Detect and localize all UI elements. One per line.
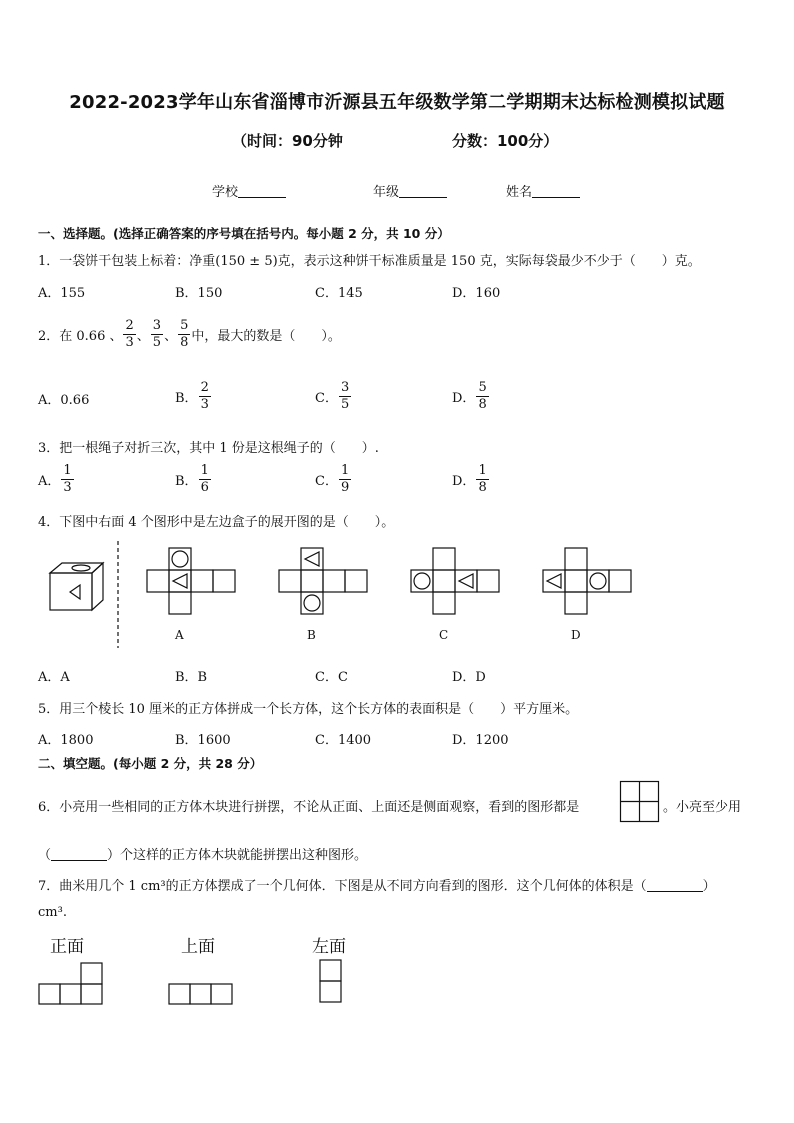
left-view-label: 左面 [312, 937, 346, 957]
q2-prefix: 2．在 0.66 、 [38, 329, 123, 344]
q2-option-a: A．0.66 [38, 393, 90, 408]
q3-option-d: D． $\frac{1}{8}$ [452, 463, 487, 495]
section1-heading: 一、选择题。(选择正确答案的序号填在括号内。每小题 2 分，共 10 分） [38, 226, 450, 241]
q2-option-c: C． $\frac{3}{5}$ [315, 380, 350, 412]
name-label: 姓名 [506, 185, 533, 200]
net-d-label: D [571, 628, 581, 642]
q3-option-c: C． $\frac{1}{9}$ [315, 463, 350, 495]
q6-line1-suffix: 。小亮至少用 [663, 800, 742, 815]
q2-fraction-3: $\frac{5}{8}$ [180, 318, 189, 350]
q6-line2: （ ）个这样的正方体木块就能拼摆出这种图形。 [38, 848, 368, 863]
q1-option-d: D．160 [452, 286, 501, 301]
q7-line2: cm³. [38, 905, 67, 920]
section2-heading: 二、填空题。(每小题 2 分，共 28 分） [38, 756, 263, 771]
q4-option-d: D．D [452, 670, 486, 685]
q1-text: 1．一袋饼干包装上标着：净重(150 ± 5)克，表示这种饼干标准质量是 150 克，实际每袋最少不少于（ ）克。 [38, 254, 701, 269]
q5-text: 5．用三个棱长 10 厘米的正方体拼成一个长方体，这个长方体的表面积是（ ）平方厘米。 [38, 702, 579, 717]
q3-text: 3．把一根绳子对折三次，其中 1 份是这根绳子的（ ）. [38, 441, 379, 456]
q2-sep-2: 、 [164, 329, 178, 344]
q7-line1: 7．曲米用几个 1 cm³的正方体摆成了一个几何体．下图是从不同方向看到的图形．这个几何体的体积是（ ） [38, 879, 716, 894]
q2-sep-1: 、 [136, 329, 150, 344]
q2-suffix: 中，最大的数是（ ）。 [191, 329, 341, 344]
q2-fraction-2: $\frac{3}{5}$ [152, 318, 162, 350]
grade-label: 年级 [373, 185, 400, 200]
front-view-label: 正面 [50, 937, 84, 957]
q5-option-d: D．1200 [452, 733, 509, 748]
q3-option-b: B． $\frac{1}{6}$ [175, 463, 209, 495]
q1-option-b: B．150 [175, 286, 223, 301]
q4-option-b: B．B [175, 670, 208, 685]
top-view-label: 上面 [181, 937, 215, 957]
q5-option-a: A．1800 [38, 733, 94, 748]
q1-option-c: C．145 [315, 286, 363, 301]
front-view [39, 963, 102, 1004]
q4-option-a: A．A [38, 670, 70, 685]
exam-score: 分数：100分） [452, 132, 559, 150]
q2-option-b: B． $\frac{2}{3}$ [175, 380, 209, 412]
q5-option-b: B．1600 [175, 733, 231, 748]
exam-time: （时间：90分钟 [232, 132, 343, 150]
net-a-label: A [175, 628, 184, 642]
net-b-label: B [307, 628, 316, 642]
q5-option-c: C．1400 [315, 733, 372, 748]
q4-text: 4．下图中右面 4 个图形中是左边盒子的展开图的是（ ）。 [38, 515, 395, 530]
q2-option-d: D． $\frac{5}{8}$ [452, 380, 487, 412]
net-c-label: C [439, 628, 449, 642]
school-label: 学校 [212, 185, 239, 200]
q3-option-a: A． $\frac{1}{3}$ [38, 463, 72, 495]
q1-option-a: A．155 [38, 286, 86, 301]
top-view [169, 984, 232, 1004]
exam-title: 2022-2023学年山东省淄博市沂源县五年级数学第二学期期末达标检测模拟试题 [69, 92, 725, 113]
left-view [320, 960, 341, 1002]
q6-line1-prefix: 6．小亮用一些相同的正方体木块进行拼摆，不论从正面、上面还是侧面观察，看到的图形都是 [38, 800, 580, 815]
q2-fraction-1: $\frac{2}{3}$ [125, 318, 134, 350]
q4-option-c: C．C [315, 670, 348, 685]
